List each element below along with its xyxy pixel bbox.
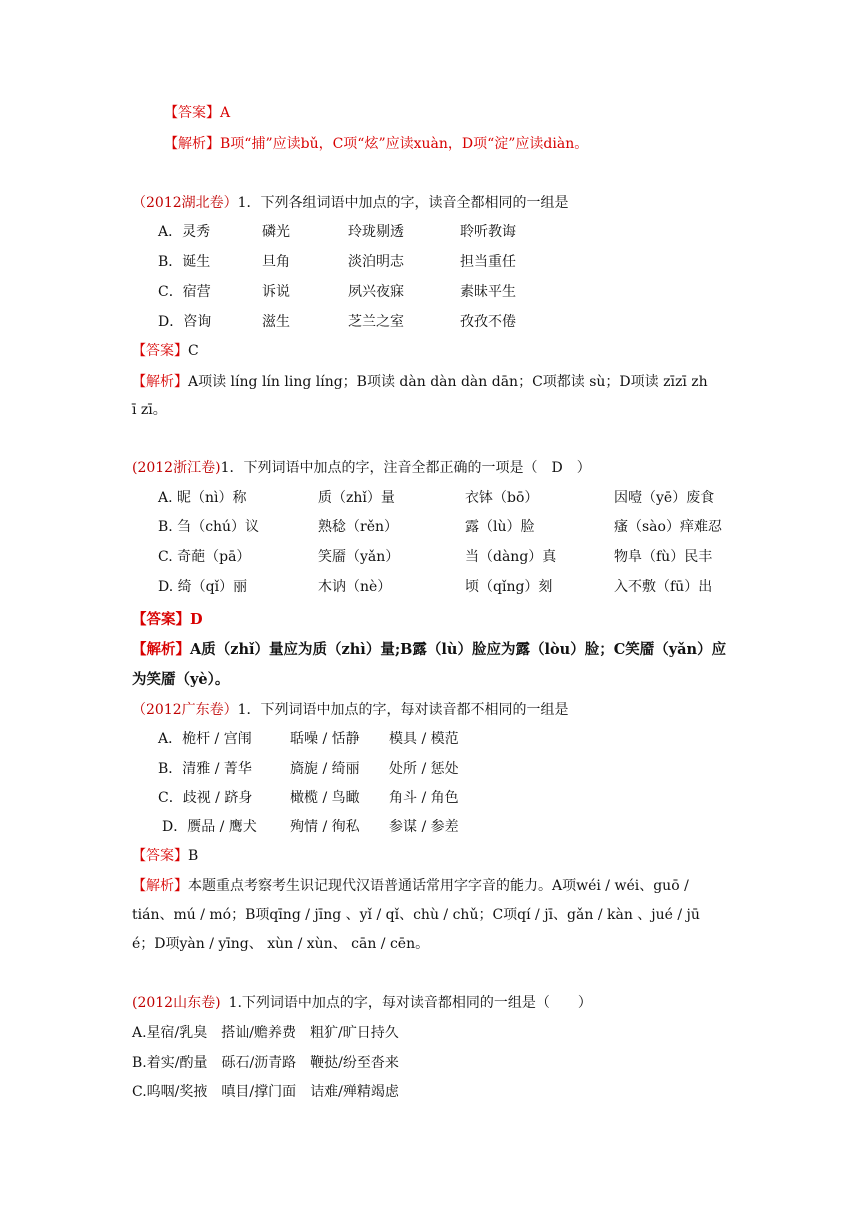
option-cell: D. 绮（qǐ）丽 (158, 579, 248, 595)
analysis-text: A质（zhǐ）量应为质（zhì）量;B露（lù）脸应为露（lòu）脸；C笑靥（yǎn）应 (190, 641, 727, 658)
option-cell: 夙兴夜寐 (348, 284, 404, 300)
analysis-tag: 【解析】 (132, 641, 190, 658)
option-cell: A. 昵（nì）称 (158, 490, 247, 506)
question-source: （2012湖北卷） (132, 195, 238, 211)
option-cell: D．赝品 / 鹰犬 (162, 819, 257, 835)
option-cell: 聆听教诲 (460, 224, 516, 240)
analysis-tag: 【解析】 (132, 374, 188, 390)
option-cell: 旦角 (262, 254, 290, 270)
question-text: 1．下列各组词语中加点的字，读音全都相同的一组是 (237, 195, 569, 211)
option-cell: 滋生 (262, 314, 290, 330)
analysis-text: 为笑靥（yè）。 (132, 671, 230, 688)
question-header (132, 193, 569, 213)
question-source: （2012广东卷） (132, 702, 238, 718)
option-cell: 衣钵（bō） (465, 490, 539, 506)
analysis-text: A项读 líng lín ling líng；B项读 dàn dàn dàn dān；C项都读 sù；D项读 zīzī zh (188, 374, 708, 390)
answer-value: B (188, 848, 199, 864)
analysis-tag: 【解析】 (132, 878, 188, 894)
analysis-line (132, 905, 700, 925)
option-cell: 角斗 / 角色 (389, 790, 459, 806)
analysis-line (132, 670, 229, 690)
option-cell: C. 奇葩（pā） (158, 549, 251, 565)
answer-line (164, 103, 230, 123)
option-cell: A．灵秀 (158, 224, 211, 240)
option-cell: 橄榄 / 鸟瞰 (290, 790, 360, 806)
question-text: 1．下列词语中加点的字，每对读音都不相同的一组是 (237, 702, 569, 718)
answer-value: C (188, 343, 199, 359)
question-header (132, 993, 592, 1013)
option-line: B.着实/酌量 砾石/沥青路 鞭挞/纷至沓来 (132, 1055, 399, 1071)
answer-line (132, 341, 199, 361)
option-cell: 聒噪 / 恬静 (290, 731, 360, 747)
option-cell: 顷（qǐng）刻 (465, 579, 553, 595)
option-cell: 木讷（nè） (318, 579, 392, 595)
option-line: C.呜咽/奖掖 嗔目/撑门面 诘难/殚精竭虑 (132, 1084, 399, 1100)
analysis-line (132, 876, 689, 896)
option-cell: A．桅杆 / 宫闱 (158, 731, 252, 747)
analysis-line (132, 934, 429, 954)
answer-tag: 【答案】 (132, 611, 190, 628)
question-source: (2012浙江卷) (132, 460, 221, 476)
analysis-line (132, 372, 708, 392)
answer-value: A (220, 105, 231, 121)
option-cell: 笑靥（yǎn） (318, 549, 400, 565)
option-cell: 芝兰之室 (348, 314, 404, 330)
option-cell: 参谋 / 参差 (389, 819, 459, 835)
option-cell: 入不敷（fū）出 (614, 579, 713, 595)
analysis-text: 本题重点考察考生识记现代汉语普通话常用字字音的能力。A项wéi / wéi、guō / (188, 878, 689, 894)
analysis-text: ī zī。 (132, 402, 167, 418)
option-cell: 瘙（sào）痒难忍 (614, 519, 722, 535)
option-cell: 模具 / 模范 (389, 731, 459, 747)
option-cell: 磷光 (262, 224, 290, 240)
question-header (132, 700, 569, 720)
option-cell: D．咨询 (158, 314, 212, 330)
analysis-text: B项“捕”应读bǔ，C项“炫”应读xuàn，D项“淀”应读diàn。 (220, 136, 589, 152)
option-cell: 淡泊明志 (348, 254, 404, 270)
analysis-text: tián、mú / mó；B项qīng / jīng 、yǐ / qǐ、chù / chǔ；C项qí / jī、gǎn / kàn 、jué / jū (132, 907, 700, 923)
option-cell: 物阜（fù）民丰 (614, 549, 713, 565)
option-cell: 因噎（yē）废食 (614, 490, 715, 506)
question-text: 1.下列词语中加点的字，每对读音都相同的一组是（ ） (228, 995, 592, 1011)
option-cell: B. 刍（chú）议 (158, 519, 260, 535)
analysis-tag: 【解析】 (164, 136, 220, 152)
answer-tag: 【答案】 (164, 105, 220, 121)
option-cell: C．宿营 (158, 284, 211, 300)
option-cell: 旖旎 / 绮丽 (290, 761, 360, 777)
analysis-line (164, 134, 588, 154)
question-header (132, 458, 591, 478)
option-cell: 质（zhǐ）量 (318, 490, 395, 506)
answer-tag: 【答案】 (132, 343, 188, 359)
option-cell: 当（dàng）真 (465, 549, 557, 565)
option-cell: 孜孜不倦 (460, 314, 516, 330)
option-cell: 处所 / 惩处 (389, 761, 459, 777)
option-line: A.星宿/乳臭 搭讪/赡养费 粗犷/旷日持久 (132, 1025, 399, 1041)
analysis-line (132, 400, 167, 420)
option-cell: 露（lù）脸 (465, 519, 535, 535)
answer-value: D (190, 611, 203, 628)
option-cell: 担当重任 (460, 254, 516, 270)
analysis-text: é；D项yàn / yīng、 xùn / xùn、 cān / cēn。 (132, 936, 430, 952)
option-cell: 诉说 (262, 284, 290, 300)
answer-tag: 【答案】 (132, 848, 188, 864)
option-cell: 素昧平生 (460, 284, 516, 300)
answer-line (132, 846, 198, 866)
question-text: 1．下列词语中加点的字，注音全都正确的一项是（ D ） (220, 460, 591, 476)
analysis-line (132, 640, 726, 660)
option-cell: 玲珑剔透 (348, 224, 404, 240)
option-cell: 熟稔（rěn） (318, 519, 398, 535)
option-cell: 殉情 / 徇私 (290, 819, 360, 835)
option-cell: B．清雅 / 菁华 (158, 761, 252, 777)
question-source: (2012山东卷) (132, 995, 221, 1011)
option-cell: C．歧视 / 跻身 (158, 790, 253, 806)
answer-line (132, 610, 203, 630)
option-cell: B．诞生 (158, 254, 211, 270)
